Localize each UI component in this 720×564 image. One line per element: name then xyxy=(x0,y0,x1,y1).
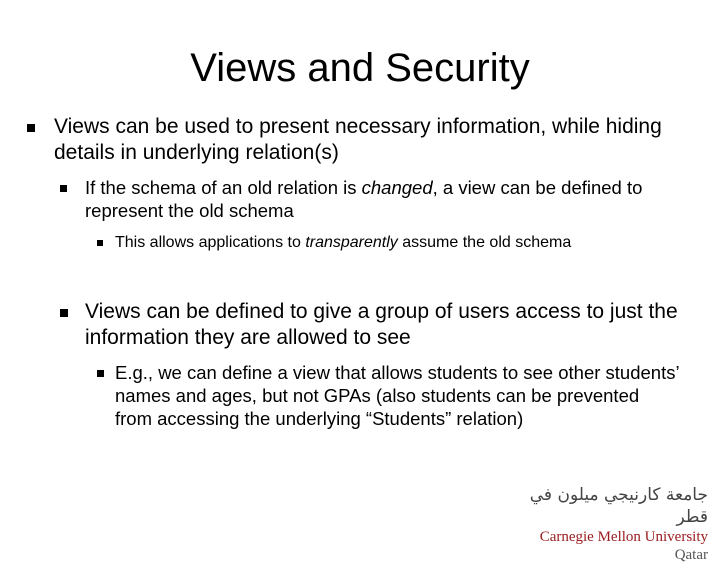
bullet-old-schema-text2: , a view can be defined to represent the old schema xyxy=(85,177,643,221)
logo-qatar: Qatar xyxy=(674,547,708,563)
bullet-old-schema xyxy=(85,176,705,222)
bullet-marker xyxy=(60,185,67,192)
bullet-views-access: Views can be defined to give a group of users access to just the information they are allowed to see xyxy=(85,300,678,349)
bullet-marker xyxy=(97,370,104,377)
cmu-qatar-logo xyxy=(518,484,708,563)
bullet-old-schema-emphasis: changed xyxy=(361,177,433,198)
bullet-old-schema-text1: If the schema of an old relation is xyxy=(85,177,362,198)
bullet-views-present: Views can be used to present necessary information, while hiding details in underlying relation(s) xyxy=(54,115,662,164)
bullet-example: E.g., we can define a view that allows students to see other students’ names and ages, but not GPAs (also students can be prevented from accessing the underlying “Students” relation) xyxy=(115,362,679,429)
bullet-transparent-emphasis: transparently xyxy=(305,234,398,251)
logo-english-text xyxy=(518,528,708,564)
logo-arabic-text: جامعة كارنيجي ميلون في قطر xyxy=(529,485,708,527)
slide-title: Views and Security xyxy=(190,46,530,90)
logo-cmu: Carnegie Mellon University xyxy=(539,529,708,545)
bullet-transparent-text1: This allows applications to xyxy=(115,234,306,251)
bullet-marker xyxy=(97,240,103,246)
bullet-transparent-text2: assume the old schema xyxy=(397,234,572,251)
bullet-marker xyxy=(60,309,68,317)
bullet-marker xyxy=(27,124,35,132)
bullet-transparent xyxy=(115,232,715,253)
